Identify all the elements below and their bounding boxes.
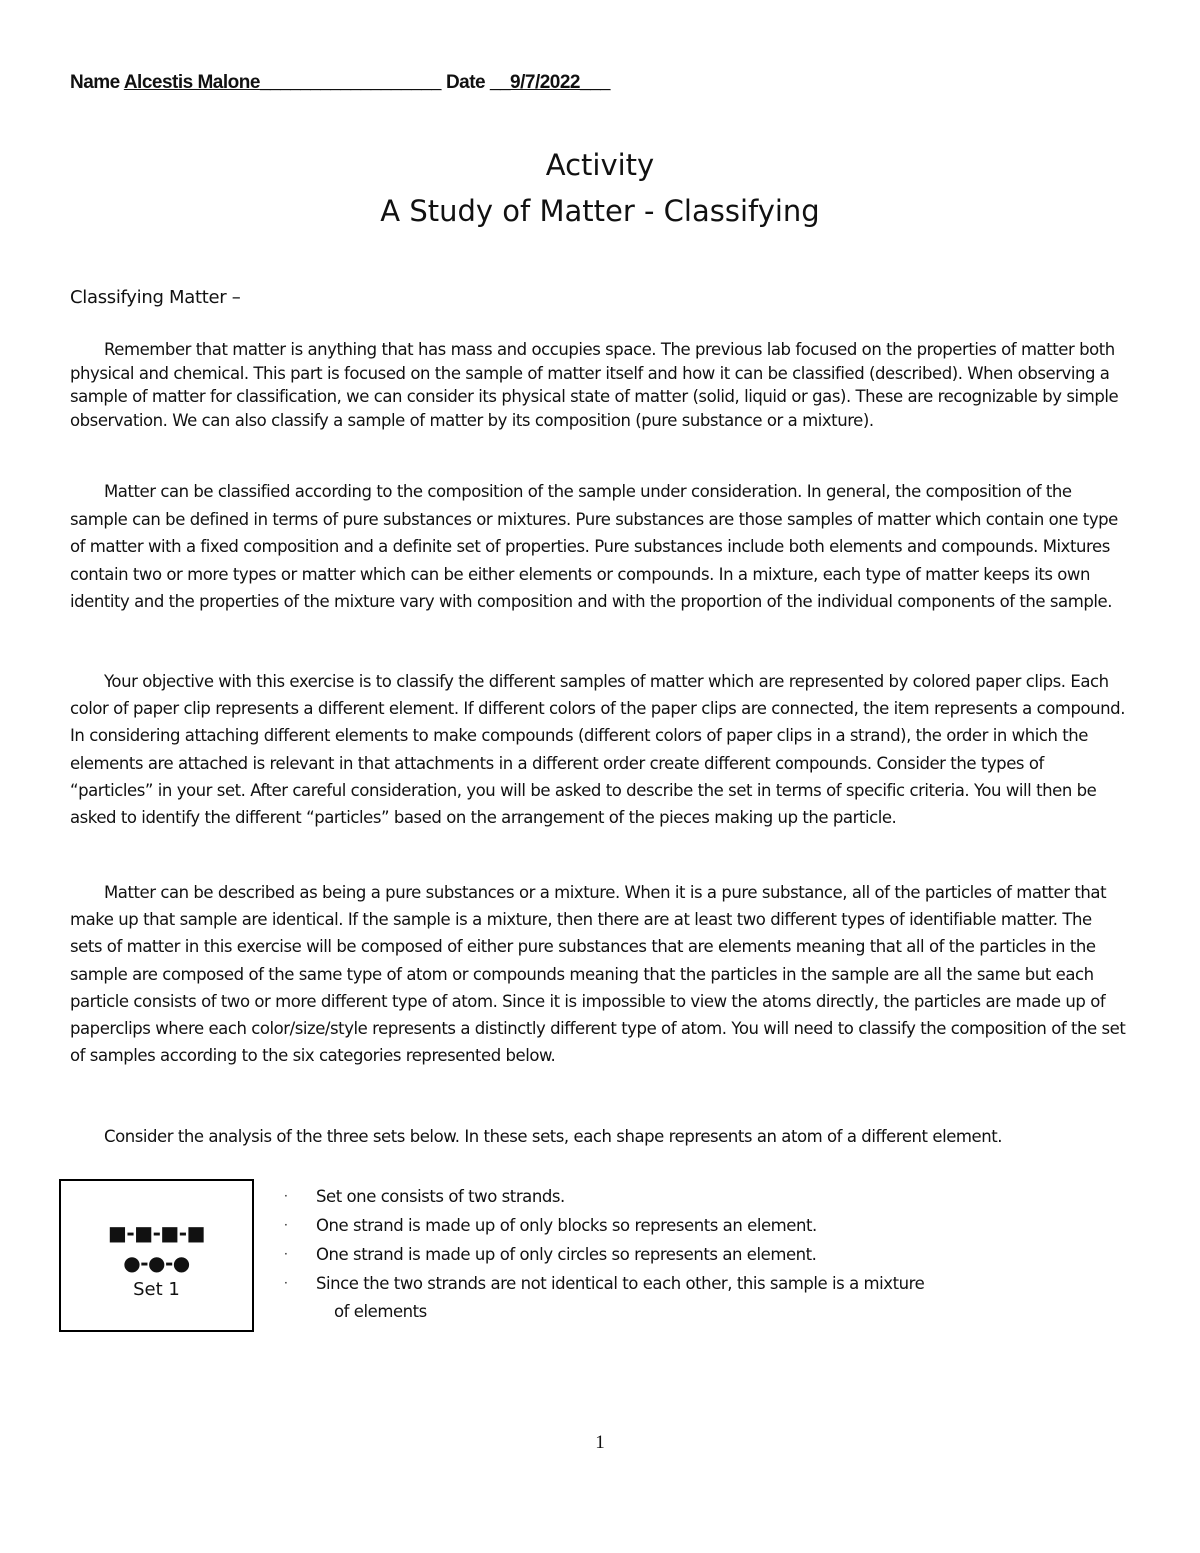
set-1-label: Set 1 <box>133 1279 180 1300</box>
list-item <box>282 1240 1042 1269</box>
date-value: __9/7/2022___ <box>489 72 611 93</box>
list-item <box>282 1211 1042 1240</box>
set-1-analysis-list <box>282 1182 1042 1325</box>
name-label: Name <box>70 72 120 93</box>
title-line-subject: A Study of Matter - Classifying <box>380 194 820 228</box>
list-item <box>282 1269 1042 1325</box>
square-strand: ■-■-■-■ <box>108 1221 205 1245</box>
list-item-text: One strand is made up of only circles so represents an element. <box>316 1245 817 1264</box>
bullet-marker: · <box>284 1189 288 1203</box>
bullet-marker: · <box>284 1218 288 1232</box>
paragraph-pure-vs-mixture: Matter can be described as being a pure substances or a mixture. When it is a pure substance, all of the particles of matter that make up that sample are identical. If the sample is a mixture, then there are at least two different types of identifiable matter. The sets of matter in this exercise will be composed of either pure substances that are elements meaning that all of the particles in the sample are composed of the same type of atom or compounds meaning that the particles in the sample are all the same but each particle consists of two or more different type of atom. Since it is impossible to view the atoms directly, the particles are made up of paperclips where each color/size/style represents a distinctly different type of atom. You will need to classify the composition of the set of samples according to the six categories represented below. <box>70 883 1126 1066</box>
page-number: 1 <box>595 1432 605 1453</box>
bullet-marker: · <box>284 1247 288 1261</box>
list-item-text: Since the two strands are not identical to each other, this sample is a mixture <box>316 1274 925 1293</box>
paragraph-intro: Remember that matter is anything that has mass and occupies space. The previous lab focused on the properties of matter both physical and chemical. This part is focused on the sample of matter itself and how it can be classified (described). When observing a sample of matter for classification, we can consider its physical state of matter (solid, liquid or gas). These are recognizable by simple observation. We can also classify a sample of matter by its composition (pure substance or a mixture). <box>70 340 1119 430</box>
list-item-continuation: of elements <box>334 1302 427 1321</box>
circle-strand: ●-●-● <box>123 1251 190 1275</box>
list-item-text: Set one consists of two strands. <box>316 1187 565 1206</box>
bullet-marker: · <box>284 1276 288 1290</box>
set-1-diagram <box>59 1179 254 1332</box>
document-title <box>0 142 1200 234</box>
list-item <box>282 1182 1042 1211</box>
paragraph-objective: Your objective with this exercise is to classify the different samples of matter which are represented by colored paper clips. Each color of paper clip represents a different element. If different colors of the paper clips are connected, the item represents a compound. In considering attaching different elements to make compounds (different colors of paper clips in a strand), the order in which the elements are attached is relevant in that attachments in a different order create different compounds. Consider the types of “particles” in your set. After careful consideration, you will be asked to describe the set in terms of specific criteria. You will then be asked to identify the different “particles” based on the arrangement of the pieces making up the particle. <box>70 672 1125 828</box>
paragraph-analysis-intro: Consider the analysis of the three sets below. In these sets, each shape represents an atom of a different element. <box>104 1127 1003 1146</box>
section-heading: Classifying Matter – <box>70 287 241 308</box>
name-date-line <box>70 72 770 94</box>
name-value: Alcestis Malone__________________ <box>123 72 442 93</box>
title-line-activity: Activity <box>545 148 655 182</box>
list-item-text: One strand is made up of only blocks so represents an element. <box>316 1216 817 1235</box>
date-label: Date <box>445 72 486 93</box>
paragraph-composition: Matter can be classified according to the composition of the sample under consideration. In general, the composition of the sample can be defined in terms of pure substances or mixtures. Pure substances are those samples of matter which contain one type of matter with a fixed composition and a definite set of properties. Pure substances include both elements and compounds. Mixtures contain two or more types or matter which can be either elements or compounds. In a mixture, each type of matter keeps its own identity and the properties of the mixture vary with composition and with the proportion of the individual components of the sample. <box>70 482 1118 611</box>
